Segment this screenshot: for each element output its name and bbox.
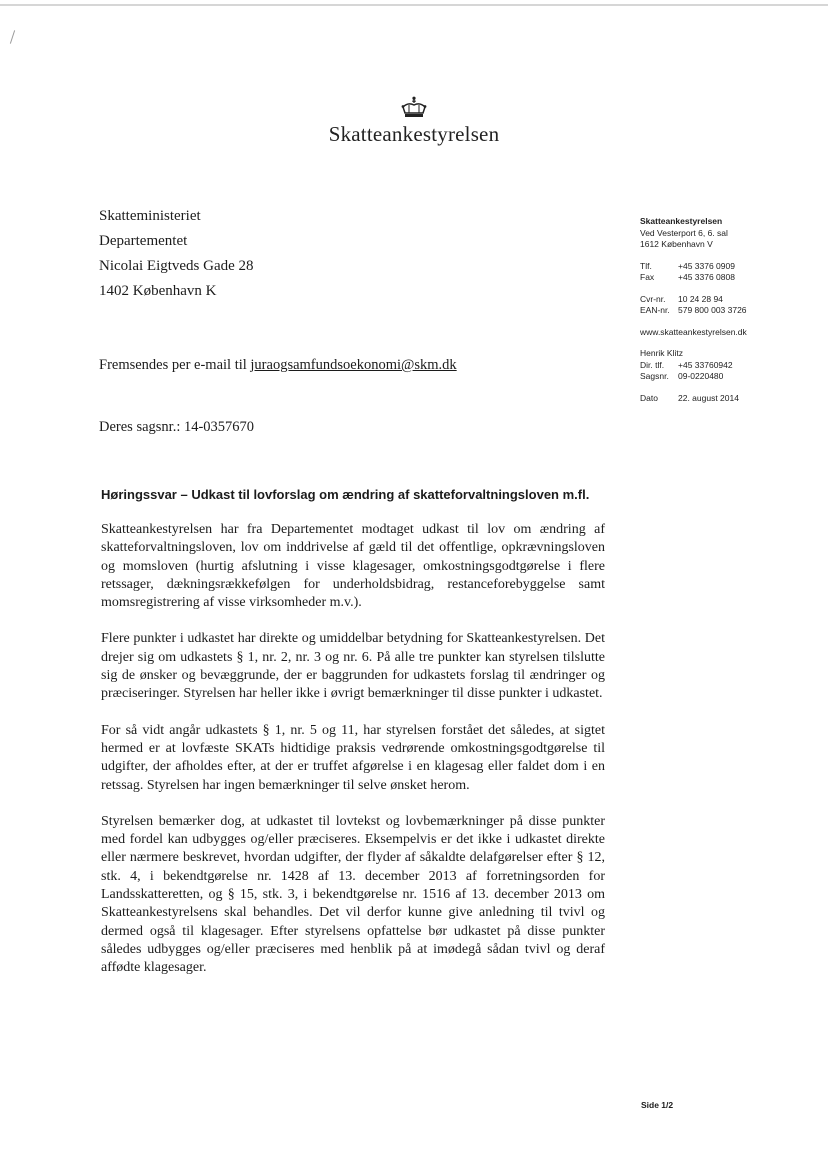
crown-icon [399,96,429,120]
recipient-line: Nicolai Eigtveds Gade 28 [99,258,254,274]
sender-name: Skatteankestyrelsen [640,216,723,226]
sender-phone [640,261,820,273]
page-number: Side 1/2 [641,1100,674,1110]
ean-label: EAN-nr. [640,305,670,315]
phone-value: +45 3376 0909 [678,260,735,271]
scan-mark [10,30,15,44]
recipient-line: 1402 København K [99,283,217,299]
body-paragraph: Flere punkter i udkastet har direkte og umiddelbar betydning for Skatteankestyrelsen. Det drejer sig om udkastets § 1, nr. 2, nr. 3 og nr. 6. På alle tre punkter kan styrelsen tilslutte sig de ønsker og bevæggrunde, der er baggrunden for udkastets forslag til ændringer og præciseringer. Styrelsen har heller ikke i øvrigt bemærkninger til disse punkter i udkastet. [101,631,605,702]
recipient-line: Departementet [99,233,188,249]
ean-value: 579 800 003 3726 [678,305,747,315]
body-paragraph: For så vidt angår udkastets § 1, nr. 5 og 11, har styrelsen forstået det således, at sigtet hermed er at lovfæste SKATs hidtidige praksis vedrørende omkostningsgodtgørelse til udgifter, der afholdes efter, at der er truffet afgørelse i en klagesag eller faldet dom i en retssag. Styrelsen har ingen bemærkninger til selve ønsket herom. [101,722,605,793]
fax-label: Fax [640,272,655,282]
date-value: 22. august 2014 [678,392,739,403]
scan-edge [0,4,828,6]
recipient-line: Skatteministeriet [99,208,201,224]
recipient-address [99,204,254,304]
direct-phone-value: +45 33760942 [678,359,733,370]
sender-fax [640,272,820,284]
cvr-label: Cvr-nr. [640,293,666,304]
sender-address-2: 1612 København V [640,239,713,249]
sender-ean [640,305,820,317]
delivery-prefix: Fremsendes per e-mail til [99,357,251,373]
cvr-value: 10 24 28 94 [678,293,723,304]
agency-name: Skatteankestyrelsen [328,122,500,146]
contact-name: Henrik Klitz [640,348,683,358]
sender-address-1: Ved Vesterport 6, 6. sal [640,227,728,238]
their-reference: Deres sagsnr.: 14-0357670 [99,419,255,435]
phone-label: Tlf. [640,260,652,271]
delivery-email-link[interactable]: juraogsamfundsoekonomi@skm.dk [250,357,457,373]
body-paragraph: Skatteankestyrelsen har fra Departementet modtaget udkast til lov om ændring af skatteforvaltningsloven, lov om inddrivelse af gæld til det offentlige, opkrævningsloven og momsloven (hurtig afslutning i visse klagesager, omkostningsgodtgørelse i flere retssager, dækningsrækkefølgen for underholdsbidrag, restanceforebyggelse samt momsregistrering af visse virksomheder m.v.). [101,522,605,611]
letter-subject: Høringssvar – Udkast til lovforslag om ændring af skatteforvaltningsloven m.fl. [101,487,590,502]
sender-website[interactable]: www.skatteankestyrelsen.dk [640,326,747,337]
case-value: 09-0220480 [678,371,724,381]
letter-body [101,521,605,996]
sender-case-number [640,371,820,383]
delivery-note [99,357,457,374]
case-label: Sagsnr. [640,371,669,381]
contact-direct-phone [640,360,820,372]
fax-value: +45 3376 0808 [678,272,735,282]
direct-phone-label: Dir. tlf. [640,359,665,370]
sender-details [640,216,820,404]
sender-cvr [640,294,820,306]
body-paragraph: Styrelsen bemærker dog, at udkastet til lovtekst og lovbemærkninger på disse punkter med fordel kan udbygges og/eller præciseres. Eksempelvis er det ikke i udkastet direkte eller nærmere beskrevet, hvordan udgifter, der flyder af såkaldte delafgørelser efter § 12, stk. 4, i bekendtgørelse nr. 1428 af 13. december 2013 af forretningsorden for Landsskatteretten, og § 15, stk. 3, i bekendtgørelse nr. 1516 af 13. december 2013 om Skatteankestyrelsens skal behandles. Det vil derfor kunne give anledning til tvivl og dermed også til klagesager. Efter styrelsens opfattelse bør udkastet på disse punkter således udbygges og/eller præciseres med henblik på at imødegå sådan tvivl og deraf affødte klagesager. [101,813,605,976]
date-label: Dato [640,392,658,403]
letter-date [640,393,820,405]
letterhead [0,96,828,147]
